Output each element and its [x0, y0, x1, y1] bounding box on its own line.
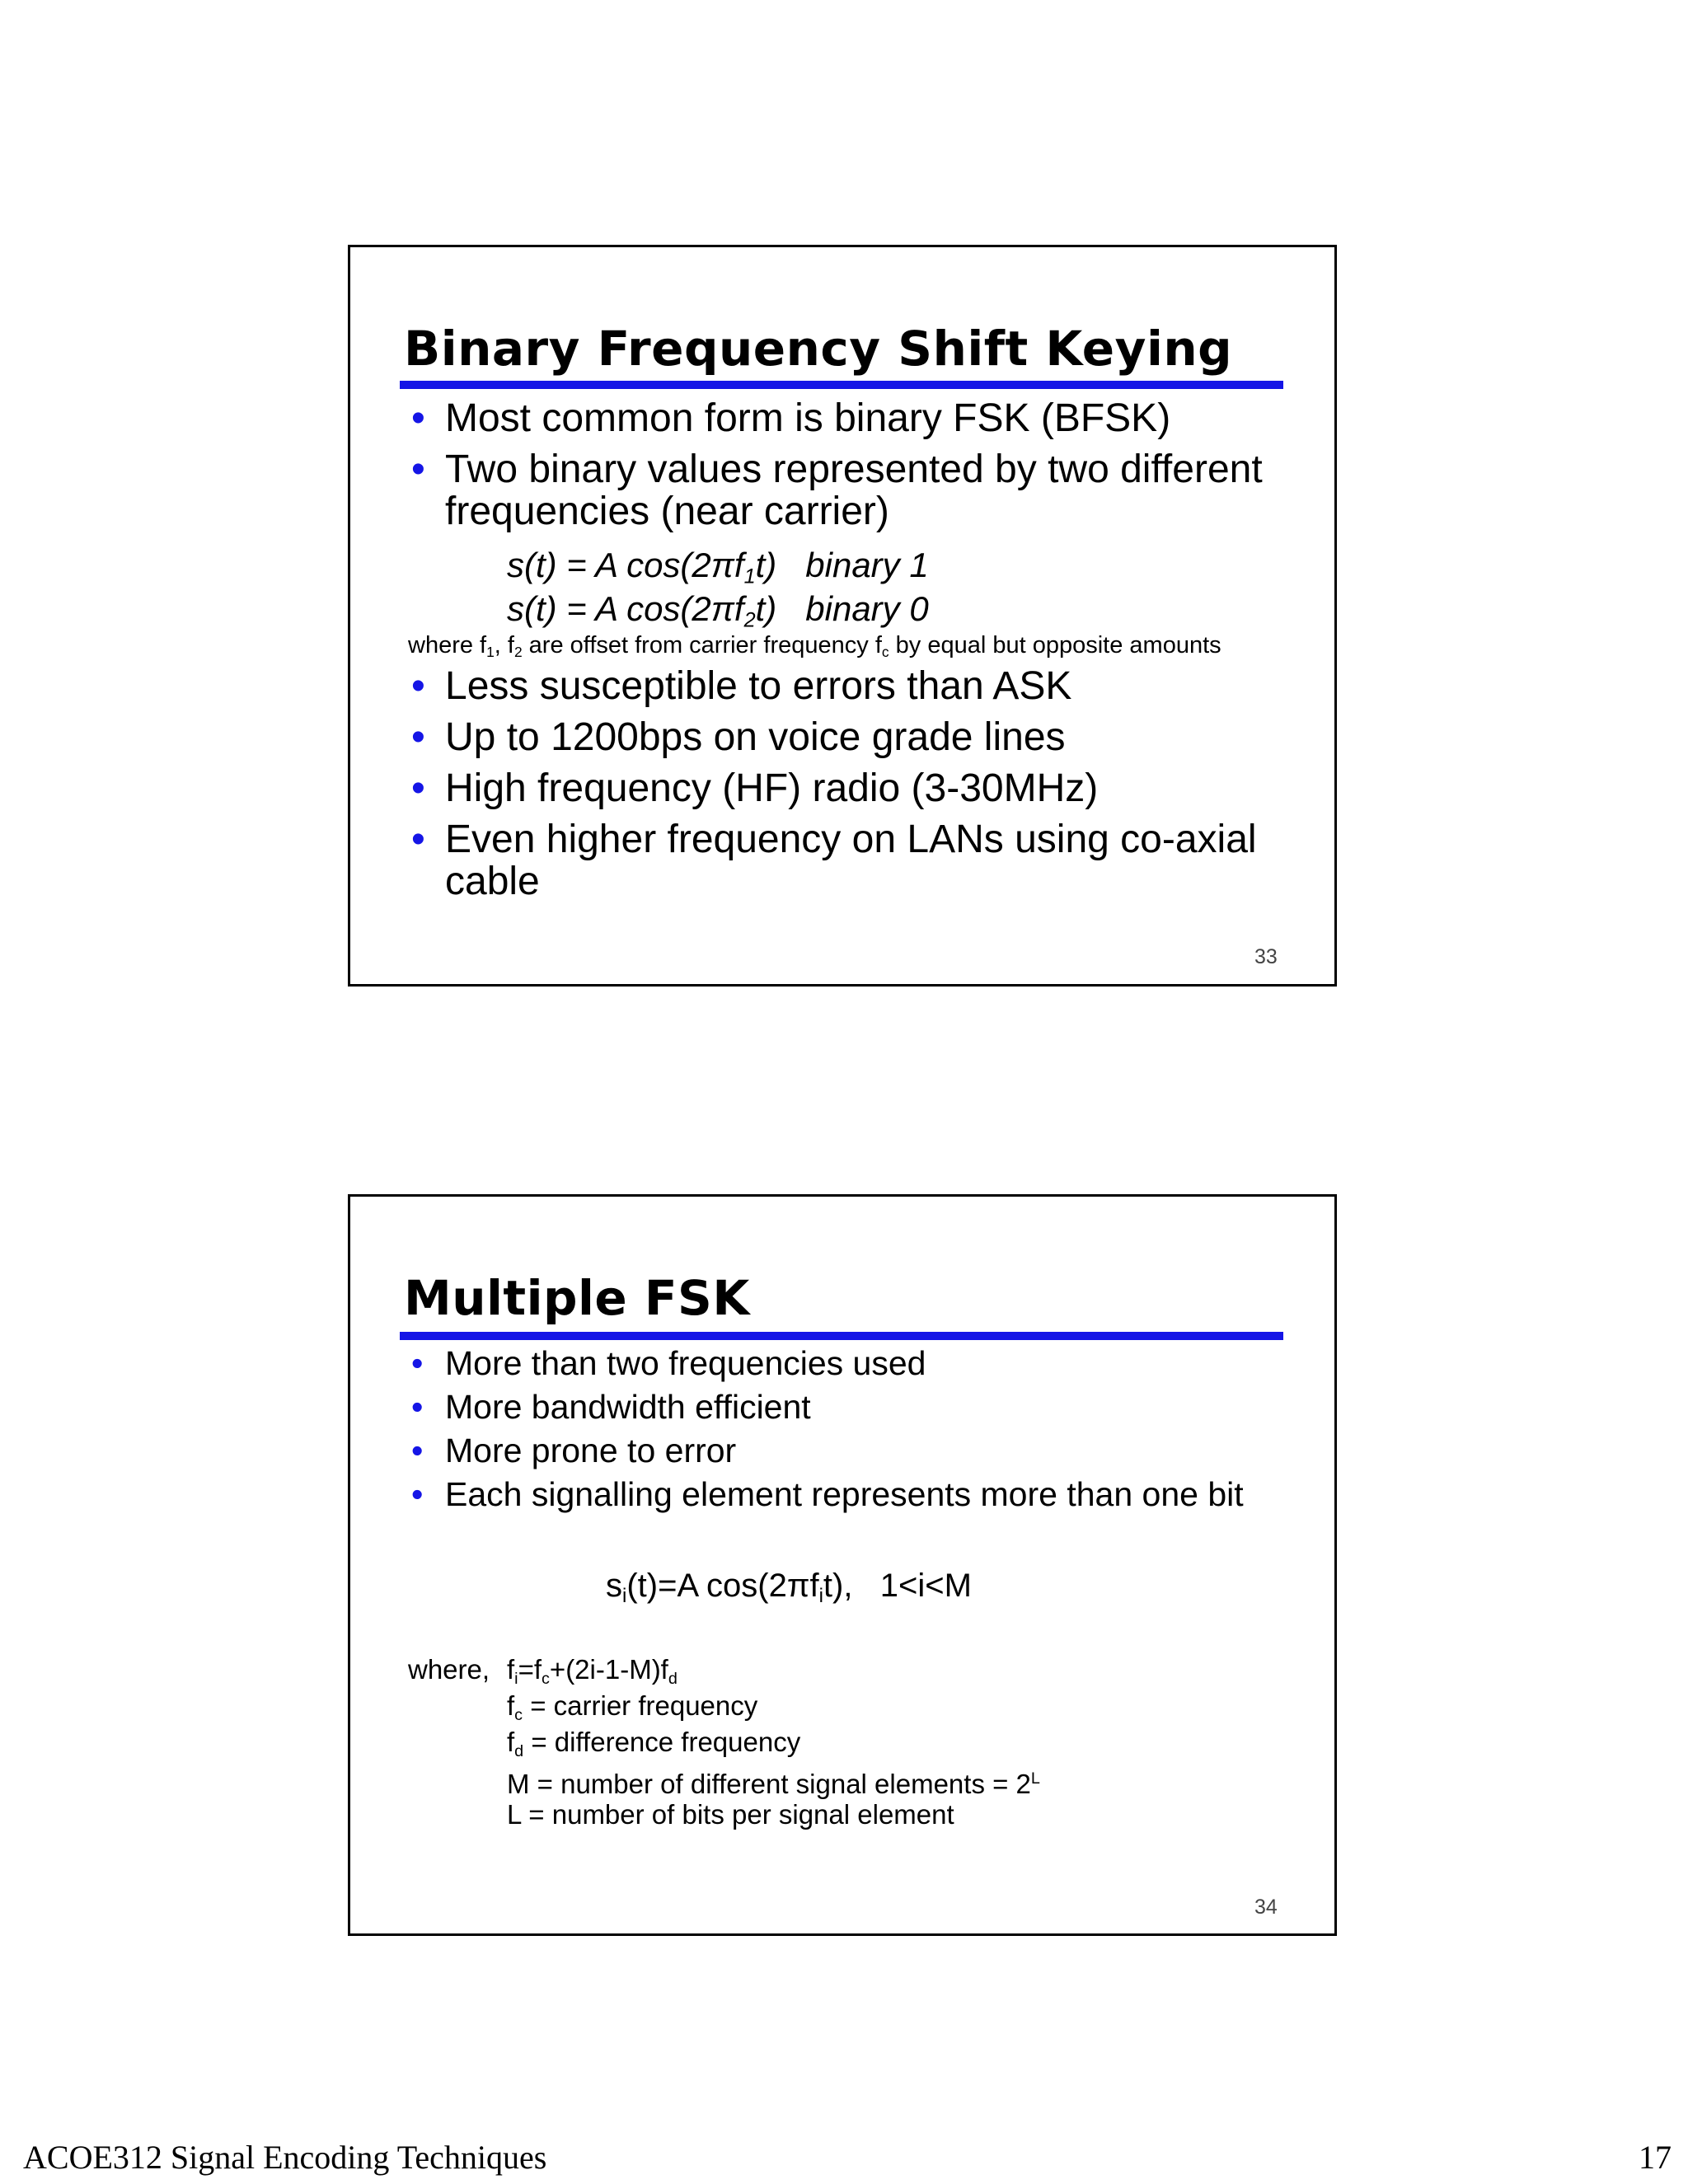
bullet-icon: • [411, 818, 425, 861]
bullet-item: • Even higher frequency on LANs using co-axial cable [411, 818, 1257, 903]
footer-page-number: 17 [1639, 2139, 1672, 2176]
bullet-icon: • [411, 396, 425, 440]
slide-number: 34 [1254, 1896, 1278, 1919]
bullet-icon: • [411, 715, 425, 759]
mfsk-formula: $s_i(t)=A$ $\cos(2\pi f_it)$, 1<i<M [606, 1568, 972, 1608]
definition-list [507, 1652, 1040, 1833]
bullet-item: • Up to 1200bps on voice grade lines [411, 715, 1066, 759]
equation-binary-0: s(t) = A $\cos(2\pi f_2t)$ binary 0 [507, 589, 929, 632]
bullet-item: • Two binary values represented by two different frequencies (near carrier) [411, 448, 1263, 533]
bullet-icon: • [411, 766, 425, 810]
title-underline [400, 1332, 1283, 1340]
bullet-list [408, 397, 1298, 541]
bullet-item: • Less susceptible to errors than ASK [411, 664, 1072, 708]
bullet-item: • More bandwidth efficient [411, 1388, 811, 1426]
definition-fc: $f_c$ = carrier frequency [507, 1690, 758, 1724]
where-note: where $f_1$, $f_2$ are offset from carrier frequency $f_c$ by equal but opposite amounts [408, 632, 1221, 661]
bullet-list [408, 665, 1298, 912]
bullet-item: • More prone to error [411, 1432, 737, 1469]
equation-binary-1: s(t) = A $\cos(2\pi f_1t)$ binary 1 [507, 546, 929, 588]
bullet-icon: • [411, 448, 425, 491]
slide-number: 33 [1254, 945, 1278, 968]
slide-title: Binary Frequency Shift Keying [404, 321, 1233, 377]
bullet-icon: • [411, 664, 425, 708]
bullet-item: • High frequency (HF) radio (3-30MHz) [411, 766, 1099, 810]
definition-l: L = number of bits per signal element [507, 1799, 954, 1830]
slide-34 [348, 1194, 1337, 1936]
bullet-item: • More than two frequencies used [411, 1344, 926, 1382]
definition-fd: $f_d$ = difference frequency [507, 1727, 801, 1760]
title-underline [400, 381, 1283, 389]
definition-fi: $f_i=f_c+(2i-1-M)f_d$ [507, 1654, 678, 1688]
footer-course-title: ACOE312 Signal Encoding Techniques [23, 2139, 547, 2176]
bullet-icon: • [411, 1388, 424, 1426]
definition-m: M = number of different signal elements = $2^L$ [507, 1768, 1040, 1799]
bullet-item: • Most common form is binary FSK (BFSK) [411, 396, 1171, 440]
slide-33 [348, 245, 1337, 987]
bullet-list [408, 1345, 1298, 1520]
bullet-icon: • [411, 1432, 424, 1469]
bullet-item: • Each signalling element represents more than one bit [411, 1475, 1244, 1513]
bullet-icon: • [411, 1344, 424, 1382]
bullet-icon: • [411, 1475, 424, 1513]
slide-title: Multiple FSK [404, 1270, 750, 1326]
where-label: where, [408, 1654, 490, 1685]
